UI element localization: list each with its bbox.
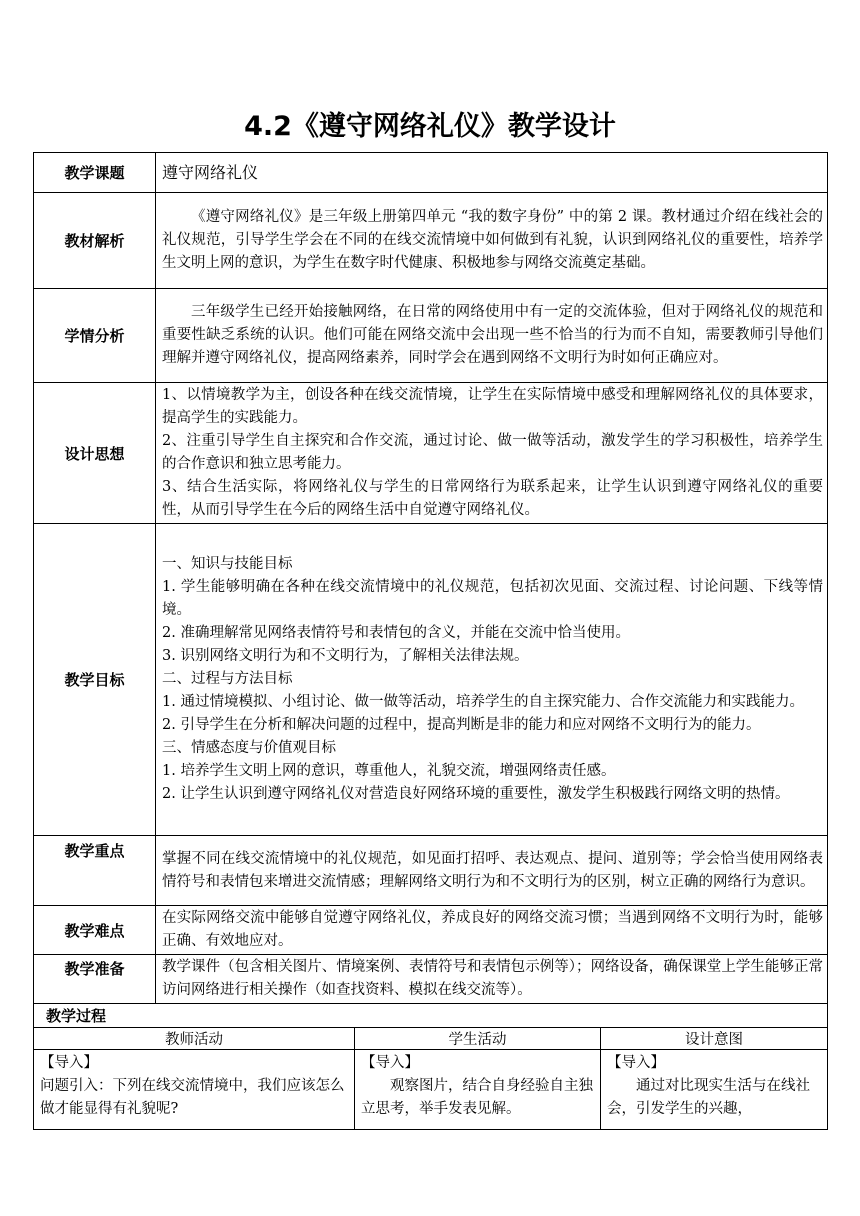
goal-item: 1. 通过情境模拟、小组讨论、做一做等活动，培养学生的自主探究能力、合作交流能力和实践能力。 — [162, 694, 804, 710]
goal-item: 3. 识别网络文明行为和不文明行为，了解相关法律法规。 — [162, 648, 529, 664]
students-text: 三年级学生已经开始接触网络，在日常的网络使用中有一定的交流体验，但对于网络礼仪的规范和重要性缺乏系统的认识。他们可能在网络交流中会出现一些不恰当的行为而不自知，需要教师引导他们理解并遵守网络礼仪，提高网络素养，同时学会在遇到网络不文明行为时如何正确应对。 — [162, 304, 823, 366]
students-label: 学情分析 — [34, 289, 156, 383]
lesson-plan-table — [33, 152, 828, 1130]
process-label: 教学过程 — [34, 1004, 828, 1028]
students-cell — [156, 289, 828, 383]
goal-item: 1. 学生能够明确在各种在线交流情境中的礼仪规范，包括初次见面、交流过程、讨论问题、下线等情境。 — [162, 579, 823, 618]
design-intent — [601, 1050, 828, 1130]
goal-item: 2. 让学生认识到遵守网络礼仪对营造良好网络环境的重要性，激发学生积极践行网络文明的热情。 — [162, 786, 790, 802]
student-tag: 【导入】 — [361, 1055, 419, 1071]
difficult-text: 在实际网络交流中能够自觉遵守网络礼仪，养成良好的网络交流习惯；当遇到网络不文明行为时，能够正确、有效地应对。 — [156, 906, 828, 955]
difficult-label: 教学难点 — [34, 906, 156, 955]
design-cell — [156, 383, 828, 524]
topic-label: 教学课题 — [34, 153, 156, 193]
goal-item: 2. 引导学生在分析和解决问题的过程中，提高判断是非的能力和应对网络不文明行为的能力。 — [162, 717, 761, 733]
goal-item: 1. 培养学生文明上网的意识，尊重他人，礼貌交流，增强网络责任感。 — [162, 763, 616, 779]
design-item: 2、注重引导学生自主探究和合作交流，通过讨论、做一做等活动，激发学生的学习积极性，培养学生的合作意识和独立思考能力。 — [162, 433, 823, 472]
prep-label: 教学准备 — [34, 955, 156, 1004]
textbook-text: 《遵守网络礼仪》是三年级上册第四单元 “我的数字身份” 中的第 2 课。教材通过介绍在线社会的礼仪规范，引导学生学会在不同的在线交流情境中如何做到有礼貌，认识到网络礼仪的重要性，培养学生文明上网的意识，为学生在数字时代健康、积极地参与网络交流奠定基础。 — [162, 209, 823, 271]
goals-cell — [156, 524, 828, 836]
textbook-label: 教材解析 — [34, 193, 156, 289]
textbook-cell — [156, 193, 828, 289]
design-label: 设计思想 — [34, 383, 156, 524]
goal-heading: 三、情感态度与价值观目标 — [162, 740, 336, 756]
goals-label: 教学目标 — [34, 524, 156, 836]
row-textbook — [34, 193, 828, 289]
goal-heading: 一、知识与技能目标 — [162, 556, 293, 572]
row-process-title — [34, 1004, 828, 1028]
topic-value: 遵守网络礼仪 — [156, 153, 828, 193]
row-difficult — [34, 906, 828, 955]
goal-item: 2. 准确理解常见网络表情符号和表情包的含义，并能在交流中恰当使用。 — [162, 625, 630, 641]
row-students — [34, 289, 828, 383]
header-teacher: 教师活动 — [34, 1028, 355, 1050]
page-title: 4.2《遵守网络礼仪》教学设计 — [244, 111, 616, 142]
row-topic — [34, 153, 828, 193]
row-process-intro — [34, 1050, 828, 1130]
intent-tag: 【导入】 — [607, 1055, 665, 1071]
row-goals — [34, 524, 828, 836]
intent-text: 通过对比现实生活与在线社会，引发学生的兴趣， — [607, 1078, 810, 1117]
design-item: 1、以情境教学为主，创设各种在线交流情境，让学生在实际情境中感受和理解网络礼仪的具体要求，提高学生的实践能力。 — [162, 387, 823, 426]
header-intent: 设计意图 — [601, 1028, 828, 1050]
teacher-text: 问题引入：下列在线交流情境中，我们应该怎么做才能显得有礼貌呢? — [40, 1078, 345, 1117]
header-student: 学生活动 — [355, 1028, 601, 1050]
row-key — [34, 836, 828, 906]
row-design — [34, 383, 828, 524]
row-process-headers — [34, 1028, 828, 1050]
teacher-tag: 【导入】 — [40, 1055, 98, 1071]
goal-heading: 二、过程与方法目标 — [162, 671, 293, 687]
key-text: 掌握不同在线交流情境中的礼仪规范，如见面打招呼、表达观点、提问、道别等；学会恰当使用网络表情符号和表情包来增进交流情感；理解网络文明行为和不文明行为的区别，树立正确的网络行为意识。 — [156, 836, 828, 906]
student-text: 观察图片，结合自身经验自主独立思考，举手发表见解。 — [361, 1078, 593, 1117]
prep-text: 教学课件（包含相关图片、情境案例、表情符号和表情包示例等）；网络设备，确保课堂上学生能够正常访问网络进行相关操作（如查找资料、模拟在线交流等）。 — [156, 955, 828, 1004]
student-activity — [355, 1050, 601, 1130]
design-item: 3、结合生活实际，将网络礼仪与学生的日常网络行为联系起来，让学生认识到遵守网络礼仪的重要性，从而引导学生在今后的网络生活中自觉遵守网络礼仪。 — [162, 479, 823, 518]
teacher-activity — [34, 1050, 355, 1130]
key-label: 教学重点 — [34, 836, 156, 906]
row-prep — [34, 955, 828, 1004]
